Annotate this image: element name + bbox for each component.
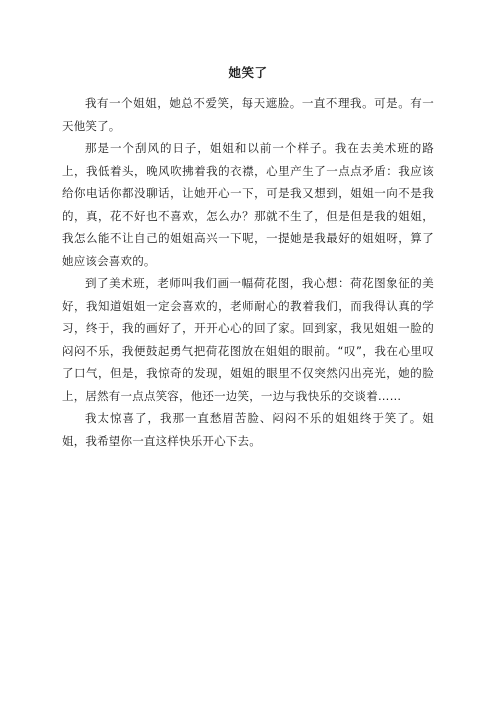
document-title: 她笑了 [228, 65, 268, 80]
paragraph-4: 我太惊喜了，我那一直愁眉苦脸、闷闷不乐的姐姐终于笑了。姐姐，我希望你一直这样快乐开心下去。 [62, 411, 434, 448]
paragraph-1: 我有一个姐姐，她总不爱笑，每天遮脸。一直不理我。可是。有一天他笑了。 [62, 96, 434, 133]
paragraph-2: 那是一个刮风的日子，姐姐和以前一个样子。我在去美术班的路上，我低着头，晚风吹拂着我的衣襟，心里产生了一点点矛盾：我应该给你电话你都没聊话，让她开心一下，可是我又想到，姐姐一向不是我的，真，花不好也不喜欢，怎么办？那就不生了，但是但是我的姐姐，我怎么能不让自己的姐姐高兴一下呢，一提她是我最好的姐姐呀，算了她应该会喜欢的。 [62, 141, 434, 268]
document-page [62, 0, 434, 452]
paragraph-3: 到了美术班，老师叫我们画一幅荷花图，我心想：荷花图象征的美好，我知道姐姐一定会喜欢的，老师耐心的教着我们，而我得认真的学习，终于，我的画好了，开开心心的回了家。回到家，我见姐姐一脸的闷闷不乐，我便鼓起勇气把荷花图放在姐姐的眼前。“叹”，我在心里叹了口气，但是，我惊奇的发现，姐姐的眼里不仅突然闪出亮光，她的脸上，居然有一点点笑容，他还一边笑，一边与我快乐的交谈着…… [62, 276, 434, 403]
